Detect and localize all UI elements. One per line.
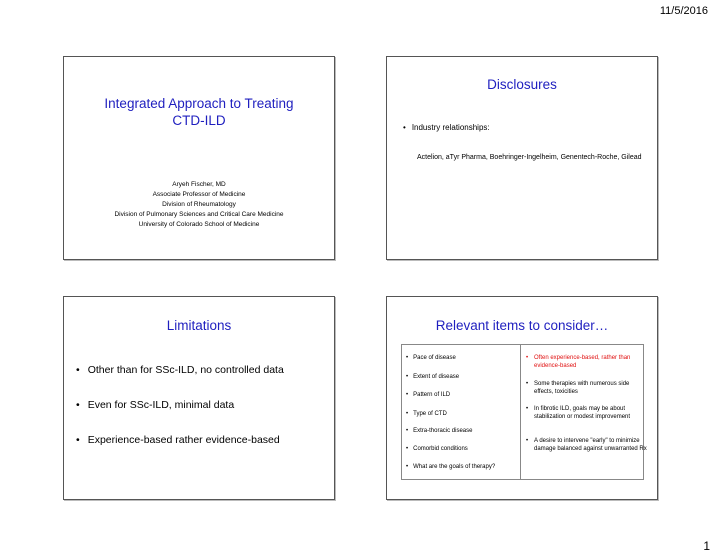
items-column-right <box>521 345 647 479</box>
page-number: 1 <box>703 539 710 553</box>
bullet-item: • Other than for SSc-ILD, no controlled data <box>76 363 284 377</box>
slide-title-heading <box>64 95 334 129</box>
slide-limitations <box>63 296 335 500</box>
affiliation-line: Division of Pulmonary Sciences and Critical Care Medicine <box>114 211 284 218</box>
affiliation-line: University of Colorado School of Medicine <box>138 221 260 228</box>
slide-disclosures <box>386 56 658 260</box>
list-item: • Some therapies with numerous side effects, toxicities <box>526 381 650 396</box>
disclosure-detail: Actelion, aTyr Pharma, Boehringer-Ingelheim, Genentech-Roche, Gilead <box>417 154 642 161</box>
list-item: • What are the goals of therapy? <box>406 464 518 472</box>
title-line-1: Integrated Approach to Treating <box>104 96 294 111</box>
items-column-left <box>402 345 521 479</box>
slide-heading: Disclosures <box>487 77 557 92</box>
list-item: • In fibrotic ILD, goals may be about stabilization or modest improvement <box>526 406 650 421</box>
list-item: • Pattern of ILD <box>406 392 518 400</box>
slide-heading: Limitations <box>166 318 232 333</box>
list-item-highlight: • Often experience-based, rather than evidence-based <box>526 355 650 370</box>
items-table <box>401 344 647 480</box>
author-name: Aryeh Fischer, MD <box>172 181 226 188</box>
page-date: 11/5/2016 <box>659 5 708 17</box>
bullet-item: • Experience-based rather evidence-based <box>76 433 280 447</box>
bullet-item: • Even for SSc-ILD, minimal data <box>76 398 234 412</box>
list-item: • Extra-thoracic disease <box>406 428 518 436</box>
affiliation-line: Division of Rheumatology <box>162 201 236 208</box>
list-item: • Pace of disease <box>406 355 518 363</box>
list-item: • A desire to intervene "early" to minimize damage balanced against unwarranted Rx <box>526 438 650 453</box>
slide-heading: Relevant items to consider… <box>435 318 609 333</box>
slide-relevant-items <box>386 296 658 500</box>
bullet-item: • Industry relationships: <box>403 123 490 132</box>
author-block <box>64 180 334 230</box>
list-item: • Type of CTD <box>406 411 518 419</box>
slide-title <box>63 56 335 260</box>
title-line-2: CTD-ILD <box>172 113 226 128</box>
affiliation-line: Associate Professor of Medicine <box>152 191 246 198</box>
list-item: • Comorbid conditions <box>406 446 518 454</box>
list-item: • Extent of disease <box>406 374 518 382</box>
